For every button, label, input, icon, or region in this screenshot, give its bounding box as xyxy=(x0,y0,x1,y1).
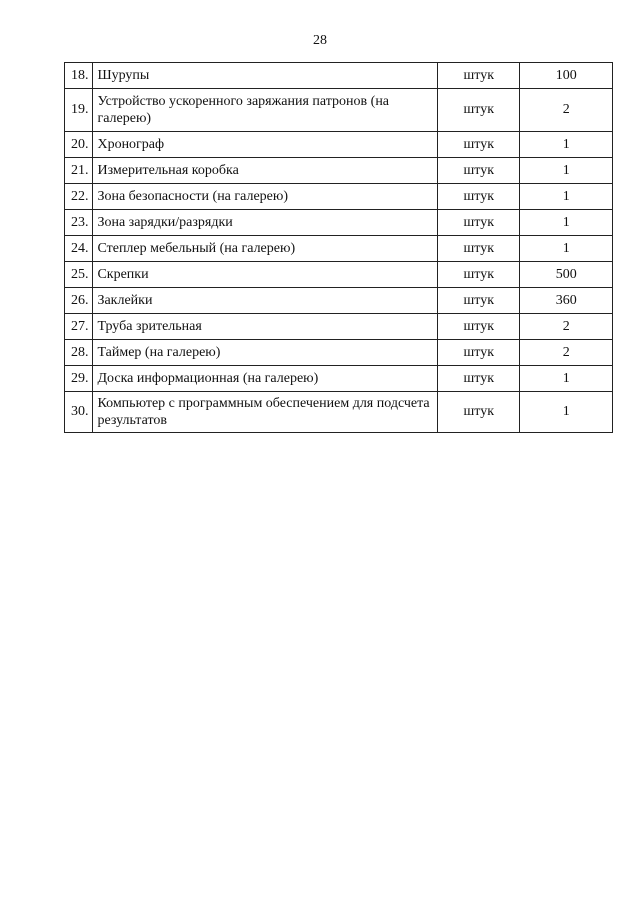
table-row xyxy=(65,340,613,366)
row-number: 19. xyxy=(65,89,93,132)
row-number: 20. xyxy=(65,132,93,158)
table-row xyxy=(65,158,613,184)
page-number: 28 xyxy=(313,33,327,48)
table-row xyxy=(65,366,613,392)
row-number: 23. xyxy=(65,210,93,236)
table-row xyxy=(65,132,613,158)
item-quantity: 1 xyxy=(520,366,613,392)
table-row xyxy=(65,89,613,132)
table-row xyxy=(65,288,613,314)
item-name: Доска информационная (на галерею) xyxy=(93,366,438,392)
item-unit: штук xyxy=(438,392,520,433)
item-unit: штук xyxy=(438,236,520,262)
item-quantity: 1 xyxy=(520,158,613,184)
row-number: 28. xyxy=(65,340,93,366)
item-unit: штук xyxy=(438,158,520,184)
item-name: Степлер мебельный (на галерею) xyxy=(93,236,438,262)
item-name: Таймер (на галерею) xyxy=(93,340,438,366)
row-number: 27. xyxy=(65,314,93,340)
row-number: 18. xyxy=(65,63,93,89)
item-name: Шурупы xyxy=(93,63,438,89)
item-quantity: 1 xyxy=(520,210,613,236)
item-name: Компьютер с программным обеспечением для подсчета результатов xyxy=(93,392,438,433)
item-unit: штук xyxy=(438,63,520,89)
equipment-table xyxy=(64,62,613,433)
row-number: 21. xyxy=(65,158,93,184)
row-number: 22. xyxy=(65,184,93,210)
item-unit: штук xyxy=(438,210,520,236)
item-unit: штук xyxy=(438,184,520,210)
item-name: Устройство ускоренного заряжания патронов (на галерею) xyxy=(93,89,438,132)
item-unit: штук xyxy=(438,366,520,392)
item-quantity: 2 xyxy=(520,314,613,340)
row-number: 29. xyxy=(65,366,93,392)
row-number: 24. xyxy=(65,236,93,262)
item-unit: штук xyxy=(438,89,520,132)
table-row xyxy=(65,210,613,236)
item-unit: штук xyxy=(438,314,520,340)
item-quantity: 1 xyxy=(520,236,613,262)
item-unit: штук xyxy=(438,288,520,314)
item-quantity: 1 xyxy=(520,184,613,210)
row-number: 30. xyxy=(65,392,93,433)
item-unit: штук xyxy=(438,132,520,158)
table-row xyxy=(65,236,613,262)
item-quantity: 1 xyxy=(520,392,613,433)
table-row xyxy=(65,184,613,210)
item-quantity: 500 xyxy=(520,262,613,288)
item-name: Скрепки xyxy=(93,262,438,288)
item-quantity: 2 xyxy=(520,340,613,366)
item-name: Зона зарядки/разрядки xyxy=(93,210,438,236)
item-quantity: 1 xyxy=(520,132,613,158)
item-quantity: 100 xyxy=(520,63,613,89)
row-number: 26. xyxy=(65,288,93,314)
item-quantity: 360 xyxy=(520,288,613,314)
table-row xyxy=(65,314,613,340)
item-name: Заклейки xyxy=(93,288,438,314)
item-name: Хронограф xyxy=(93,132,438,158)
row-number: 25. xyxy=(65,262,93,288)
item-quantity: 2 xyxy=(520,89,613,132)
item-unit: штук xyxy=(438,262,520,288)
item-unit: штук xyxy=(438,340,520,366)
item-name: Зона безопасности (на галерею) xyxy=(93,184,438,210)
table-row xyxy=(65,63,613,89)
item-name: Измерительная коробка xyxy=(93,158,438,184)
table-row xyxy=(65,392,613,433)
item-name: Труба зрительная xyxy=(93,314,438,340)
table-row xyxy=(65,262,613,288)
